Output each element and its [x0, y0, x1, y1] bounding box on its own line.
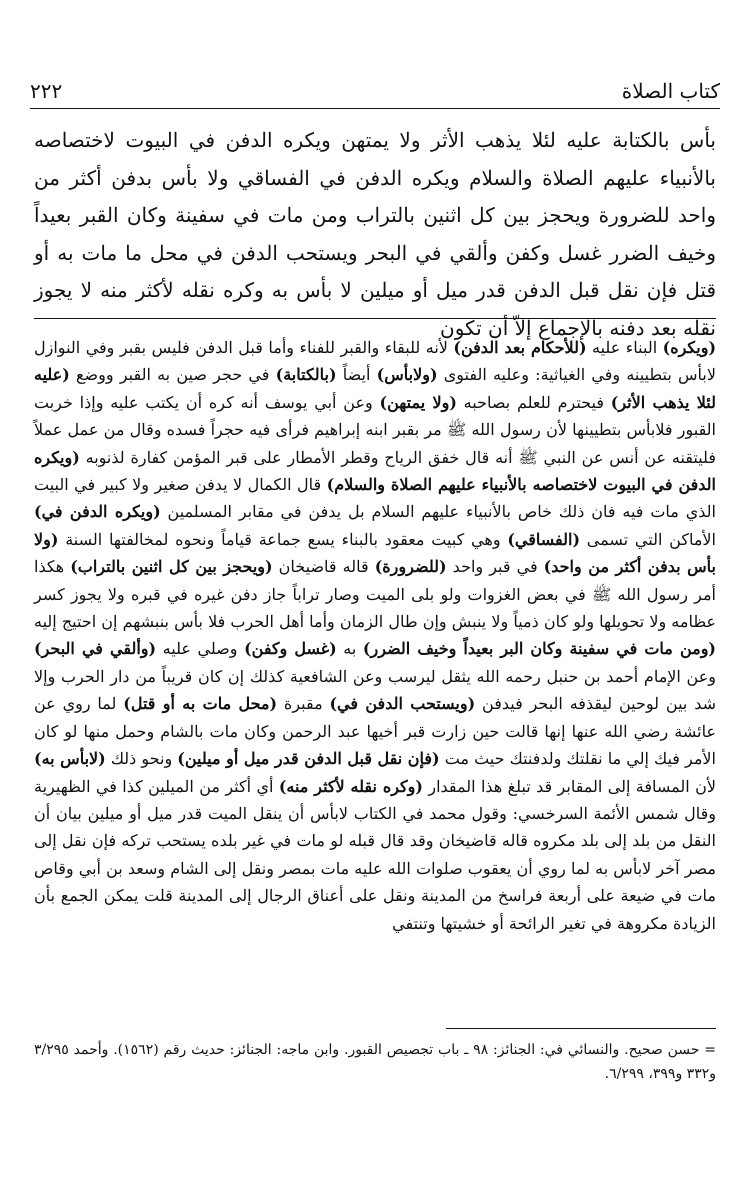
quoted-matn-phrase: (محل مات به أو قتل)	[123, 694, 278, 714]
commentary-run: لأنه للبقاء والقبر للفناء وأما قبل الدفن فليس بقبر وفي النوازل لابأس بتطيينه وفي الغياثية: وعليه الفتوى	[34, 338, 716, 385]
quoted-matn-phrase: (غسل وكفن)	[244, 639, 337, 659]
quoted-matn-phrase: (للضرورة)	[374, 557, 447, 577]
quoted-matn-phrase: (ويكره الدفن في)	[34, 502, 161, 522]
main-text: بأس بالكتابة عليه لئلا يذهب الأثر ولا يمتهن ويكره الدفن في البيوت لاختصاصه بالأنبياء عليهم الصلاة والسلام ويكره الدفن في الفساقي ولا بأس بدفن أكثر من واحد للضرورة ويحجز بين كل اثنين بالتراب ومن مات في سفينة وكان القبر بعيداً وخيف الضرر غسل وكفن وألقي في البحر ويستحب الدفن في محل ما مات به أو قتل فإن نقل قبل الدفن قدر ميل أو ميلين لا بأس به وكره نقله لأكثر منه لا يجوز نقله بعد دفنه بالإجماع إلاّ أن تكون	[34, 128, 716, 340]
quoted-matn-phrase: (الفساقي)	[507, 529, 581, 549]
page-number: ٢٢٢	[30, 79, 63, 103]
commentary-run: قال الكمال لا يدفن صغير ولا كبير في البيت الذي مات فيه فان ذلك خاص بالأنبياء عليهم السلام بل يدفن في مقابر المسلمين	[34, 475, 716, 522]
commentary-run: وصلي عليه	[156, 639, 245, 659]
commentary-text	[34, 334, 716, 937]
quoted-matn-phrase: (بالكتابة)	[275, 365, 337, 385]
commentary-run: الأماكن التي تسمى	[580, 529, 716, 549]
footnote-marker: =	[704, 1042, 716, 1058]
quoted-matn-phrase: (ولابأس)	[376, 365, 438, 385]
quoted-matn-phrase: (وكره نقله لأكثر منه)	[278, 776, 423, 796]
commentary-run: قاله قاضيخان	[272, 557, 375, 577]
commentary-run: ونحو ذلك	[105, 749, 178, 769]
commentary-run: أيضاً	[336, 365, 377, 385]
commentary-run: في قبر واحد	[446, 557, 544, 577]
book-title: كتاب الصلاة	[621, 79, 720, 103]
quoted-matn-phrase: (عليه لئلا يذهب الأثر)	[34, 365, 717, 412]
commentary-run: لأن المسافة إلى المقابر قد تبلغ هذا المقدار	[422, 776, 717, 796]
quoted-matn-phrase: (لابأس به)	[34, 749, 106, 769]
commentary-run: في حجر صين به القبر ووضع	[69, 365, 276, 385]
quoted-matn-phrase: (ومن مات في سفينة وكان البر بعيداً وخيف الضرر)	[362, 639, 716, 659]
footnote-text: حسن صحيح. والنسائي في: الجنائز: ٩٨ ـ باب تجصيص القبور. وابن ماجه: الجنائز: حديث رقم (١٥٦٢). وأحمد ٣/٢٩٥ و٣٣٢ و٣٩٩، ٦/٢٩٩.	[34, 1042, 716, 1082]
quoted-matn-phrase: (ويكره)	[662, 338, 717, 357]
quoted-matn-phrase: (ولا بأس بدفن أكثر من واحد)	[34, 529, 716, 577]
commentary-run: البناء عليه	[586, 338, 663, 357]
quoted-matn-phrase: (ويستحب الدفن في)	[329, 694, 476, 714]
commentary-run: به	[336, 639, 363, 659]
commentary-run: فيحترم للعلم بصاحبه	[456, 392, 611, 412]
commentary-run: مقبرة	[277, 694, 330, 714]
commentary-run: أي أكثر من الميلين كذا في الظهيرية وقال شمس الأئمة السرخسي: وقول محمد في الكتاب لابأس أن ينقل الميت قدر ميل أو ميلين بيان أن النقل من بلد إلى بلد مكروه قاله قاضيخان وقد قال قبله لو مات في غير بلده يستحب تركه فإن نقل إلى مصر آخر لابأس به لما روي أن يعقوب صلوات الله عليه مات بمصر ونقل إلى الشام وسعد بن أبي وقاص مات في ضيعة على أربعة فراسخ من المدينة ونقل على أعناق الرجال إلى المدينة قلت يمكن الجمع بأن الزيادة مكروهة في تغير الرائحة أو خشيتها وتنتفي	[34, 776, 716, 933]
commentary-run: وعن الإمام أحمد بن حنبل رحمه الله يثقل ليرسب وعن الشافعية كذلك إن كان قريباً من دار الحرب وإلا شد بين لوحين ليقذفه البحر فيدفن	[34, 666, 716, 714]
section-divider	[34, 318, 716, 319]
commentary-run: لما روي عن عائشة رضي الله عنها إنها قالت حين زارت قبر أخيها عبد الرحمن وكان مات بالشام وحمل منها لو كان الأمر فيك إلي ما نقلتك ولدفنتك حيث مت	[34, 694, 716, 769]
quoted-matn-phrase: (ولا يمتهن)	[379, 392, 457, 412]
commentary-run: وهي كبيت معقود بالبناء يسع جماعة قياماً ونحوه لمخالفتها السنة	[58, 529, 508, 549]
footnote-rule	[446, 1028, 716, 1029]
page-header	[30, 78, 720, 108]
quoted-matn-phrase: (للأحكام بعد الدفن)	[453, 338, 587, 357]
commentary-run: وعن أبي يوسف أنه كره أن يكتب عليه وإذا خربت القبور فلابأس بتطيينها لأن رسول الله ﷺ مر بقبر ابنه إبراهيم فرأى فيه حجراً فسده وقال من عمل عملاً فليتقنه عن أنس عن النبي ﷺ أنه قال خفق الرياح وقطر الأمطار على قبر المؤمن كفارة لذنوبه	[34, 392, 717, 467]
quoted-matn-phrase: (فإن نقل قبل الدفن قدر ميل أو ميلين)	[177, 749, 440, 769]
quoted-matn-phrase: (ويكره الدفن في البيوت لاختصاصه بالأنبياء عليهم الصلاة والسلام)	[34, 447, 717, 495]
header-rule	[30, 108, 720, 109]
footnote	[34, 1038, 716, 1086]
quoted-matn-phrase: (وألقي في البحر)	[34, 639, 157, 659]
quoted-matn-phrase: (ويحجز بين كل اثنين بالتراب)	[70, 557, 273, 577]
commentary-run: هكذا أمر رسول الله ﷺ في بعض الغزوات ولو بلى الميت وصار تراباً جاز دفن غيره في قبره ولا يجوز كسر عظامه ولا تحويلها ولو كان ذمياً ولا ينبش وإن طال الزمان وأما أهل الحرب فلا بأس بنبشهم إن احتيج إليه	[34, 557, 717, 632]
